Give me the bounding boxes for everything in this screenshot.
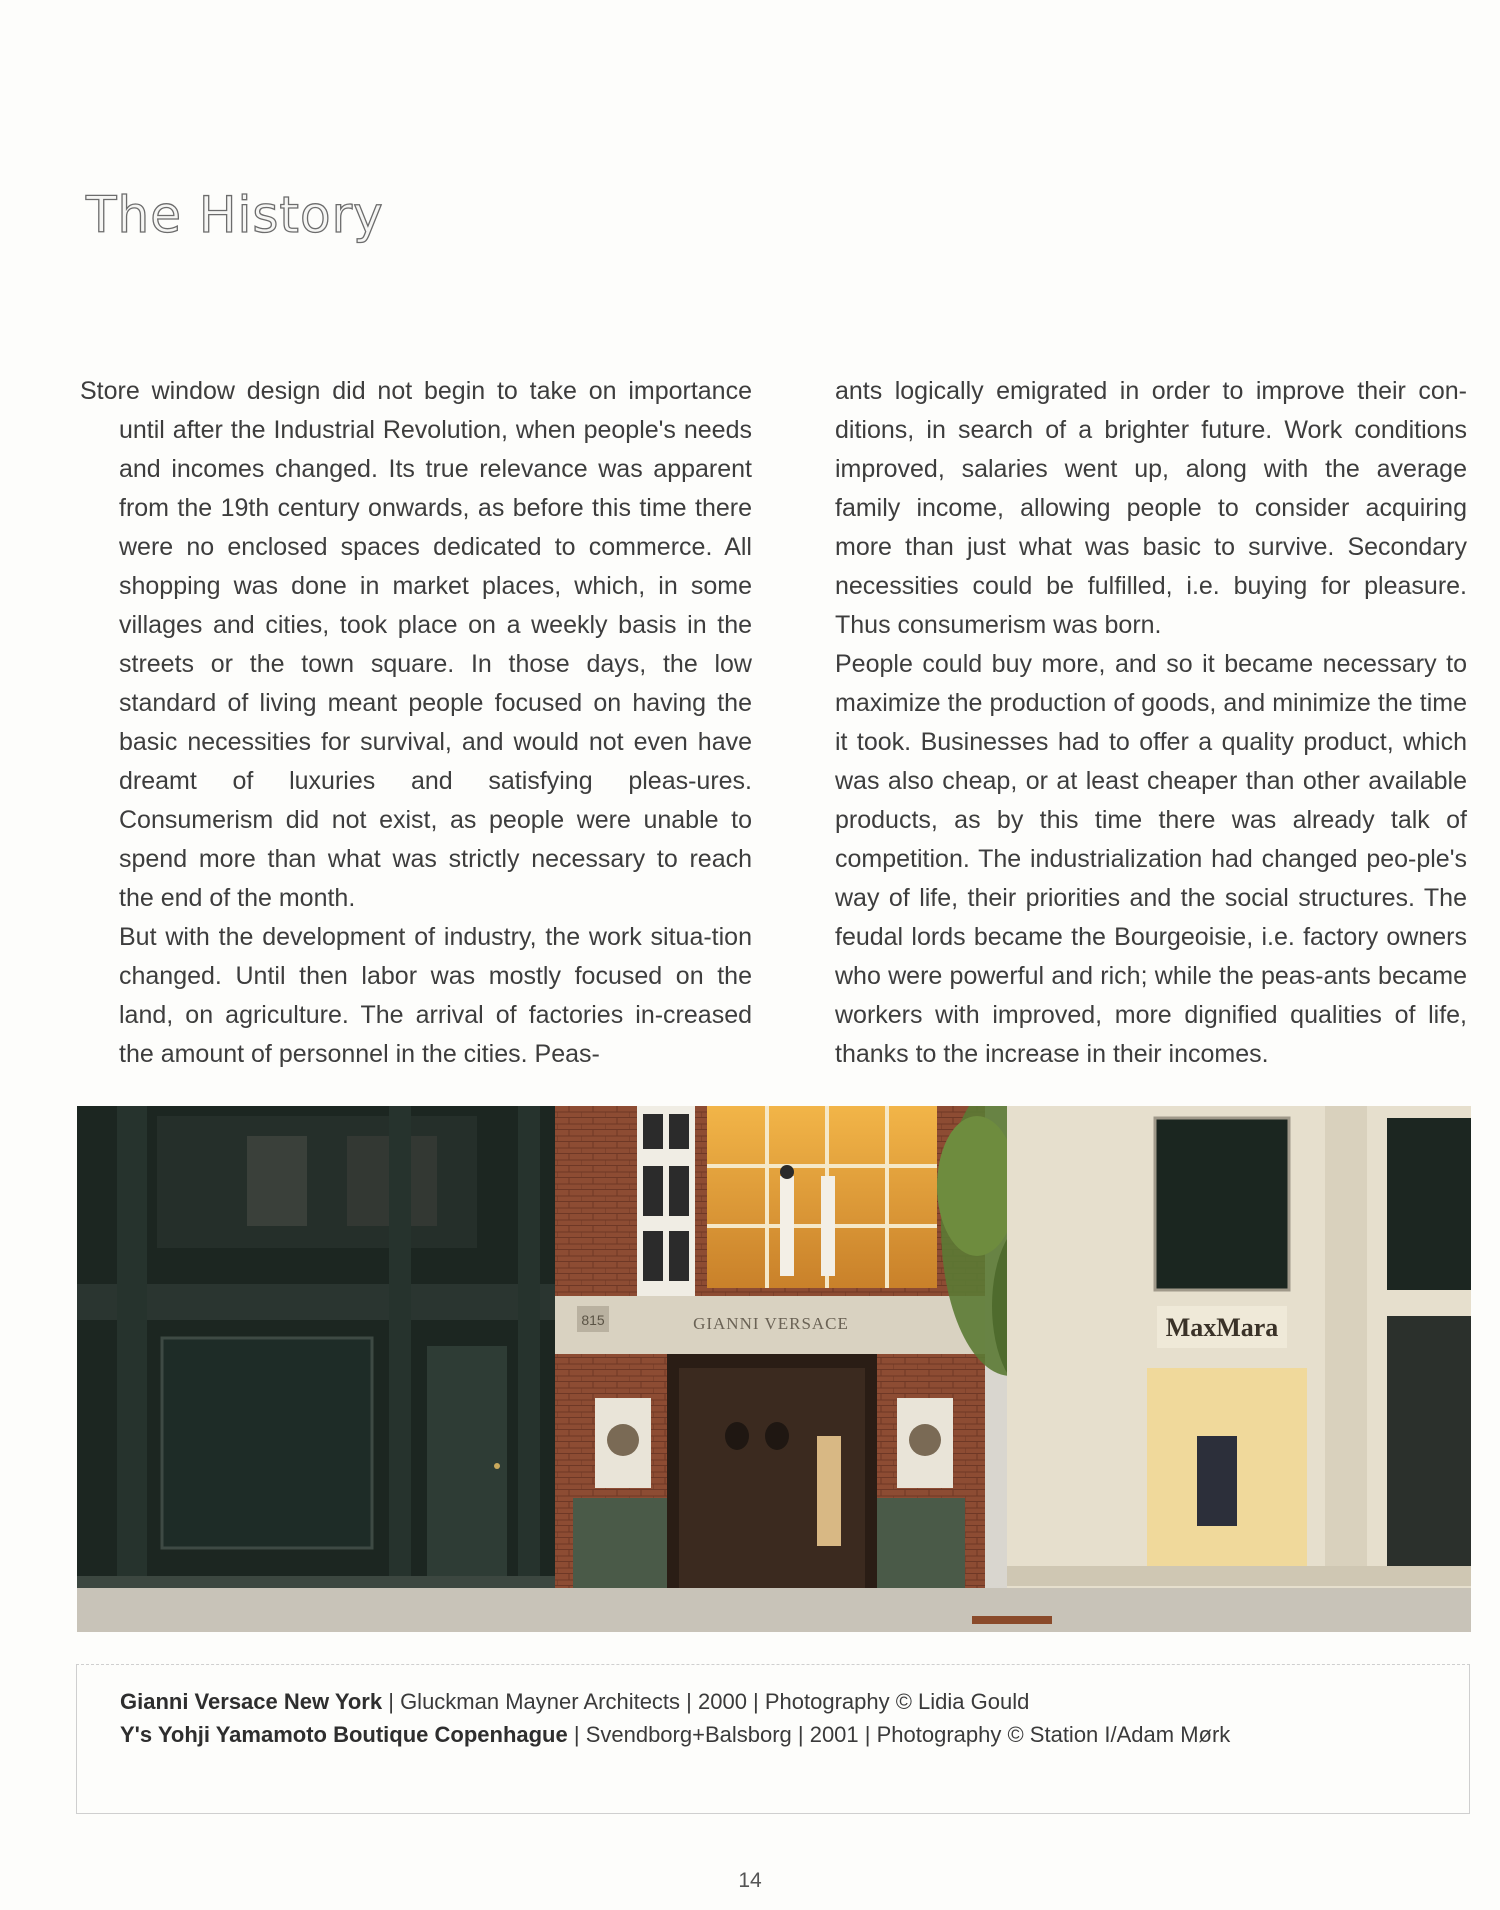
text-column-right bbox=[835, 372, 1467, 1074]
storefront-sign-maxmara: MaxMara bbox=[1165, 1313, 1279, 1342]
caption-title: Y's Yohji Yamamoto Boutique Copenhague bbox=[120, 1722, 568, 1747]
sidewalk bbox=[77, 1588, 1471, 1632]
paragraph: People could buy more, and so it became necessary to maximize the production of goods, and minimize the time it took. Businesses had to offer a quality product, which was also cheap, or at least cheaper than other available products, as by this time there was already talk of competition. The industrialization had changed peo-ple's way of life, their priorities and the social structures. The feudal lords became the Bourgeoisie, i.e. factory owners who were powerful and rich; while the peas-ants became workers with improved, more dignified qualities of life, thanks to the increase in their incomes. bbox=[835, 650, 1467, 1068]
storefront-sign-versace: GIANNI VERSACE bbox=[693, 1314, 849, 1333]
caption-title: Gianni Versace New York bbox=[120, 1689, 383, 1714]
versace-building bbox=[555, 1106, 985, 1606]
paragraph: ants logically emigrated in order to improve their con-ditions, in search of a brighter future. Work conditions improved, salaries went up, along with the average family income, allowing people to consider acquiring more than just what was basic to survive. Secondary necessities could be fulfilled, i.e. buying for pleasure. Thus consumerism was born. bbox=[835, 377, 1467, 639]
paragraph: Store window design did not begin to take on importance until after the Industrial Revolution, when people's needs and incomes changed. Its true relevance was apparent from the 19th century onwards, as before this time there were no enclosed spaces dedicated to commerce. All shopping was done in market places, which, in some villages and cities, took place on a weekly basis in the streets or the town square. In those days, the low standard of living meant people focused on having the basic necessities for survival, and would not even have dreamt of luxuries and satisfying pleas-ures. Consumerism did not exist, as people were unable to spend more than what was strictly necessary to reach the end of the month. bbox=[80, 377, 752, 912]
caption-line: Y's Yohji Yamamoto Boutique Copenhague | Svendborg+Balsborg | 2001 | Photography © Station I/Adam Mørk bbox=[120, 1722, 1231, 1747]
page-number: 14 bbox=[738, 1869, 762, 1892]
storefront-photo bbox=[77, 1106, 1471, 1632]
caption-line: Gianni Versace New York | Gluckman Mayner Architects | 2000 | Photography © Lidia Gould bbox=[120, 1689, 1030, 1714]
storefront-sign-number: 815 bbox=[581, 1312, 605, 1328]
paragraph: But with the development of industry, the work situa-tion changed. Until then labor was mostly focused on the land, on agriculture. The arrival of factories in-creased the amount of personnel in the cities. Peas- bbox=[119, 923, 752, 1068]
caption-details: Gluckman Mayner Architects | 2000 | Photography © Lidia Gould bbox=[400, 1689, 1030, 1714]
page-title: The History bbox=[86, 186, 384, 244]
left-building bbox=[77, 1106, 555, 1606]
caption-details: Svendborg+Balsborg | 2001 | Photography © Station I/Adam Mørk bbox=[585, 1722, 1231, 1747]
text-column-left bbox=[80, 372, 752, 1074]
photo-caption bbox=[120, 1685, 1440, 1751]
maxmara-building bbox=[1007, 1106, 1471, 1606]
